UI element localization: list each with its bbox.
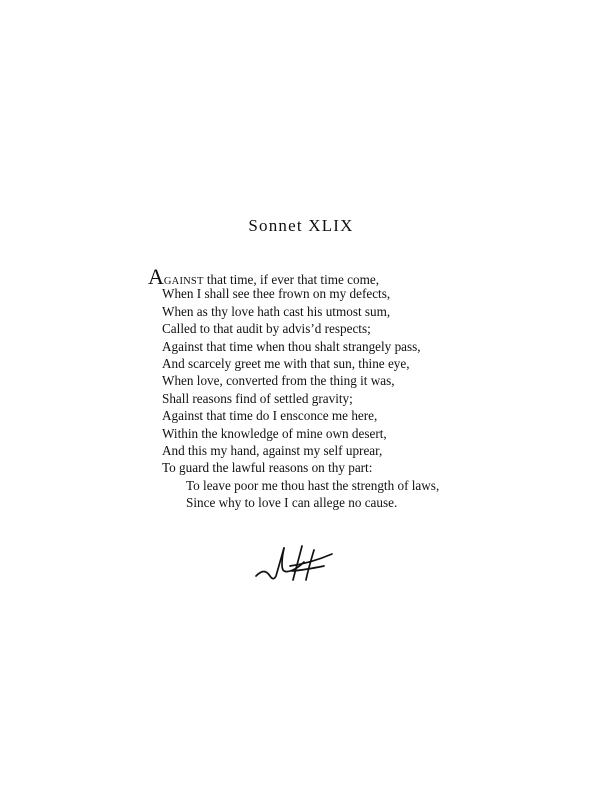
first-line-rest: that time, if ever that time come, <box>203 272 379 287</box>
poem-line-3: When as thy love hath cast his utmost sum, <box>162 303 391 319</box>
poem-line-12: To guard the lawful reasons on thy part: <box>162 460 373 476</box>
poem-line-10: Within the knowledge of mine own desert, <box>162 425 387 441</box>
drop-cap: A <box>148 264 164 289</box>
poem-line-2: When I shall see thee frown on my defects, <box>162 286 391 302</box>
small-caps-word: GAINST <box>163 276 204 287</box>
poem-line-9: Against that time do I ensconce me here, <box>162 408 378 424</box>
poem-line-7: When love, converted from the thing it was, <box>162 373 395 389</box>
poem-line-5: Against that time when thou shalt strangely pass, <box>162 338 421 354</box>
poem-line-11: And this my hand, against my self uprear, <box>162 442 383 458</box>
poem-line-4: Called to that audit by advis’d respects; <box>162 321 371 337</box>
couplet-line-2: Since why to love I can allege no cause. <box>186 495 398 511</box>
poem-title: Sonnet XLIX <box>248 216 354 235</box>
handwritten-signature-icon <box>252 540 336 586</box>
poem-line-1 <box>148 264 568 289</box>
poem-line-6: And scarcely greet me with that sun, thine eye, <box>162 355 410 371</box>
poem-body <box>148 264 568 511</box>
poem-line-8: Shall reasons find of settled gravity; <box>162 390 353 406</box>
couplet-line-1: To leave poor me thou hast the strength of laws, <box>186 477 440 493</box>
